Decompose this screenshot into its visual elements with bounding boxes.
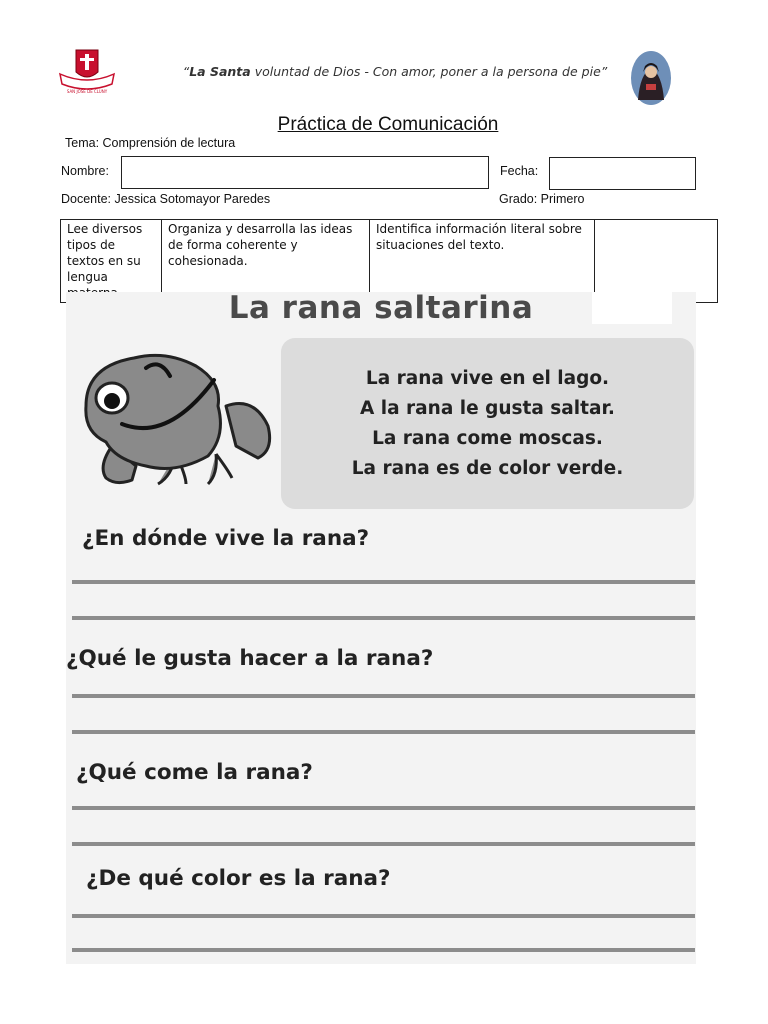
question-4: ¿De qué color es la rana? xyxy=(86,866,391,891)
answer-line xyxy=(72,616,695,620)
answer-line xyxy=(72,730,695,734)
grado-label: Grado: Primero xyxy=(499,192,585,206)
nombre-label: Nombre: xyxy=(61,164,109,178)
answer-line xyxy=(72,806,695,810)
story-line: La rana vive en el lago. xyxy=(365,367,610,389)
tema-label: Tema: Comprensión de lectura xyxy=(65,136,236,150)
svg-text:SAN JOSÉ DE CLUNY: SAN JOSÉ DE CLUNY xyxy=(66,89,108,94)
story-box xyxy=(281,338,694,509)
table-cell: Identifica información literal sobre situaciones del texto. xyxy=(370,220,595,303)
nombre-field[interactable] xyxy=(121,156,489,189)
story-line: La rana es de color verde. xyxy=(351,457,624,479)
motto-bold: La Santa xyxy=(189,64,251,79)
fecha-label: Fecha: xyxy=(500,164,539,178)
school-motto: “La Santa voluntad de Dios - Con amor, poner a la persona de pie” xyxy=(182,64,608,79)
answer-line xyxy=(72,694,695,698)
question-1: ¿En dónde vive la rana? xyxy=(82,526,370,551)
table-cell: Lee diversos tipos de textos en su lengua xyxy=(61,220,162,303)
question-2: ¿Qué le gusta hacer a la rana? xyxy=(66,646,434,671)
table-cell: Organiza y desarrolla las ideas de forma coherente y cohesionada. xyxy=(162,220,370,303)
fecha-field[interactable] xyxy=(549,157,696,190)
saint-portrait-image xyxy=(630,50,672,106)
answer-line xyxy=(72,842,695,846)
worksheet-title: La rana saltarina xyxy=(228,290,534,326)
frog-illustration xyxy=(76,346,280,494)
school-crest-logo xyxy=(56,46,118,100)
story-line: La rana come moscas. xyxy=(372,427,603,449)
question-3: ¿Qué come la rana? xyxy=(76,760,313,785)
docente-label: Docente: Jessica Sotomayor Paredes xyxy=(61,192,271,206)
page-title: Práctica de Comunicación xyxy=(277,114,499,135)
answer-line xyxy=(72,580,695,584)
answer-line xyxy=(72,948,695,952)
story-line: A la rana le gusta saltar. xyxy=(360,397,615,419)
answer-line xyxy=(72,914,695,918)
